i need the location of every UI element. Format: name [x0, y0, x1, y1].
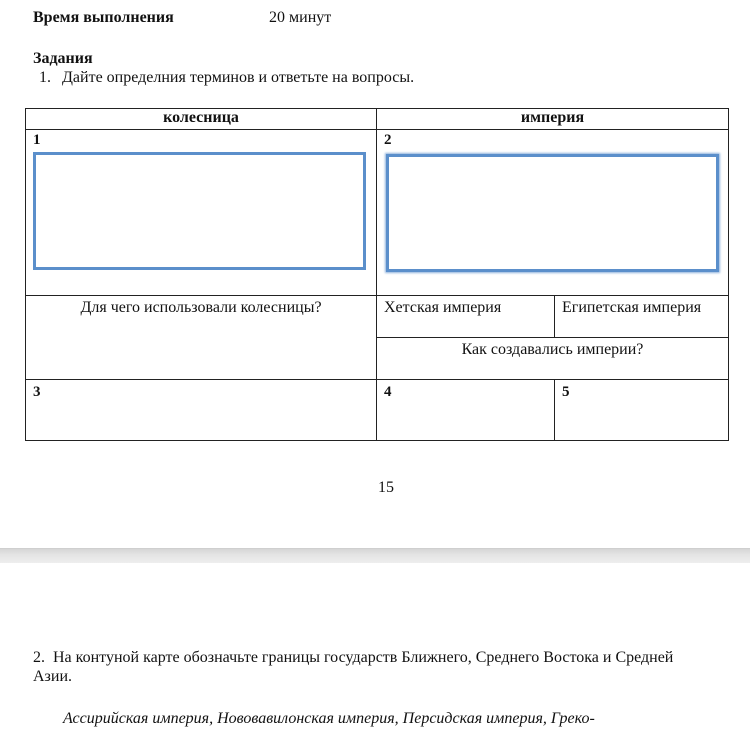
page-separator: [0, 548, 750, 563]
time-label: Время выполнения: [33, 9, 174, 26]
cell-2: [377, 130, 729, 296]
cell-2-number: 2: [384, 132, 392, 148]
cell-1: [26, 130, 377, 296]
empires-list: Ассирийская империя, Нововавилонская империя, Персидская империя, Греко-: [63, 710, 595, 727]
cell-3: [26, 380, 377, 441]
question-chariots: Для чего использовали колесницы?: [80, 299, 322, 316]
hittite-cell: [377, 296, 555, 338]
egyptian-cell: [555, 296, 729, 338]
task2-text-line2: Азии.: [33, 668, 72, 685]
cell-5: [555, 380, 729, 441]
question-chariots-cell: [26, 296, 377, 380]
cell-5-number: 5: [562, 384, 570, 400]
cell-3-number: 3: [33, 384, 41, 400]
header-chariot: [26, 109, 377, 130]
definition-box-1[interactable]: [33, 152, 366, 270]
header-empire: [377, 109, 729, 130]
header-chariot-label: колесница: [163, 109, 239, 126]
tasks-heading: Задания: [33, 50, 93, 67]
task2-number: 2.: [33, 649, 45, 666]
question-empires-cell: [377, 338, 729, 380]
egyptian-empire-label: Египетская империя: [562, 299, 702, 316]
definition-box-2[interactable]: [386, 154, 719, 272]
task1-text: Дайте определния терминов и ответьте на вопросы.: [62, 69, 415, 86]
time-value: 20 минут: [269, 9, 332, 26]
question-empires: Как создавались империи?: [461, 341, 644, 358]
cell-4-number: 4: [384, 384, 392, 400]
task1-number: 1.: [39, 69, 51, 86]
task-table: [25, 108, 729, 441]
cell-4: [377, 380, 555, 441]
task2-text-line1: На контуной карте обозначьте границы государств Ближнего, Среднего Востока и Средней: [53, 649, 674, 666]
hittite-empire-label: Хетская империя: [384, 299, 502, 316]
page-number: 15: [378, 479, 394, 496]
header-empire-label: империя: [520, 109, 585, 126]
cell-1-number: 1: [33, 132, 41, 148]
